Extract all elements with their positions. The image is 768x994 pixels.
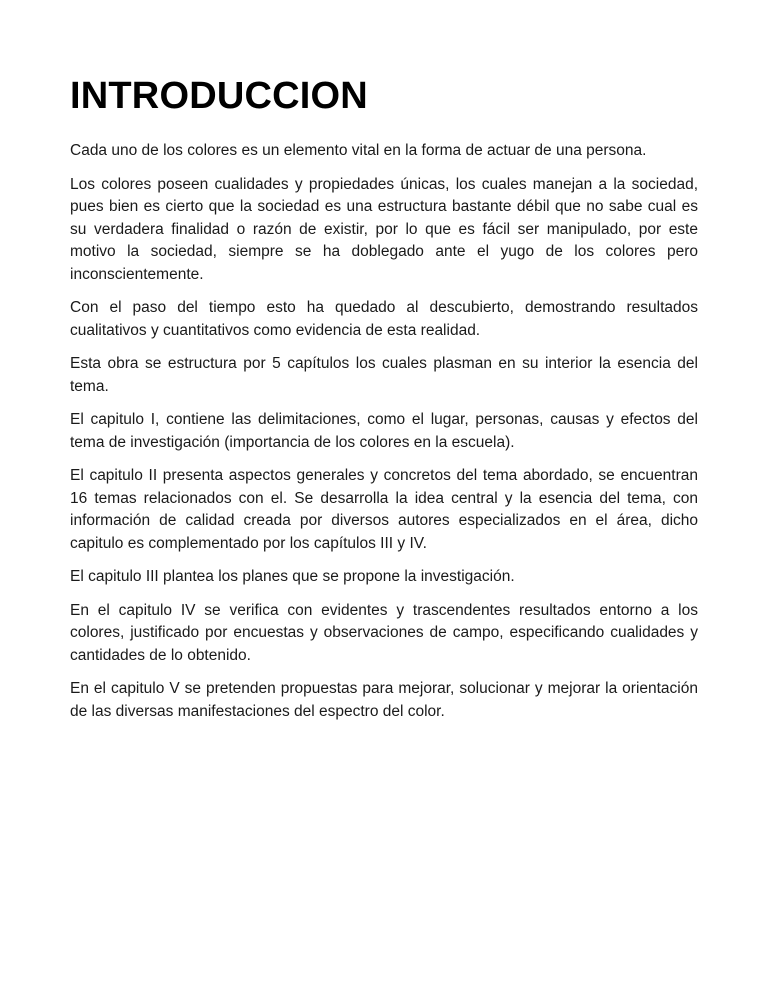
page-title: INTRODUCCION <box>70 75 368 117</box>
paragraph: Los colores poseen cualidades y propiedades únicas, los cuales manejan a la sociedad, pues bien es cierto que la sociedad es una estructura bastante débil que no sabe cual es su verdadera finalidad o razón de existir, por lo que es fácil ser manipulado, por este motivo la sociedad, siempre se ha doblegado ante el yugo de los colores pero inconscientemente. <box>70 175 698 283</box>
paragraph: El capitulo II presenta aspectos generales y concretos del tema abordado, se encuentran 16 temas relacionados con el. Se desarrolla la idea central y la esencia del tema, con información de calidad creada por diversos autores especializados en el área, dicho capitulo es complementado por los capítulos III y IV. <box>70 467 698 552</box>
paragraph: Cada uno de los colores es un elemento vital en la forma de actuar de una persona. <box>70 142 647 159</box>
paragraph: Esta obra se estructura por 5 capítulos los cuales plasman en su interior la esencia del tema. <box>70 355 698 395</box>
paragraph: Con el paso del tiempo esto ha quedado al descubierto, demostrando resultados cualitativos y cuantitativos como evidencia de esta realidad. <box>70 299 698 339</box>
paragraph: El capitulo III plantea los planes que se propone la investigación. <box>70 568 515 585</box>
paragraph: En el capitulo V se pretenden propuestas para mejorar, solucionar y mejorar la orientación de las diversas manifestaciones del espectro del color. <box>70 680 698 720</box>
paragraph: El capitulo I, contiene las delimitaciones, como el lugar, personas, causas y efectos del tema de investigación (importancia de los colores en la escuela). <box>70 411 698 451</box>
paragraph: En el capitulo IV se verifica con evidentes y trascendentes resultados entorno a los colores, justificado por encuestas y observaciones de campo, especificando cualidades y cantidades de lo obtenido. <box>70 601 698 664</box>
document-content <box>70 72 698 734</box>
